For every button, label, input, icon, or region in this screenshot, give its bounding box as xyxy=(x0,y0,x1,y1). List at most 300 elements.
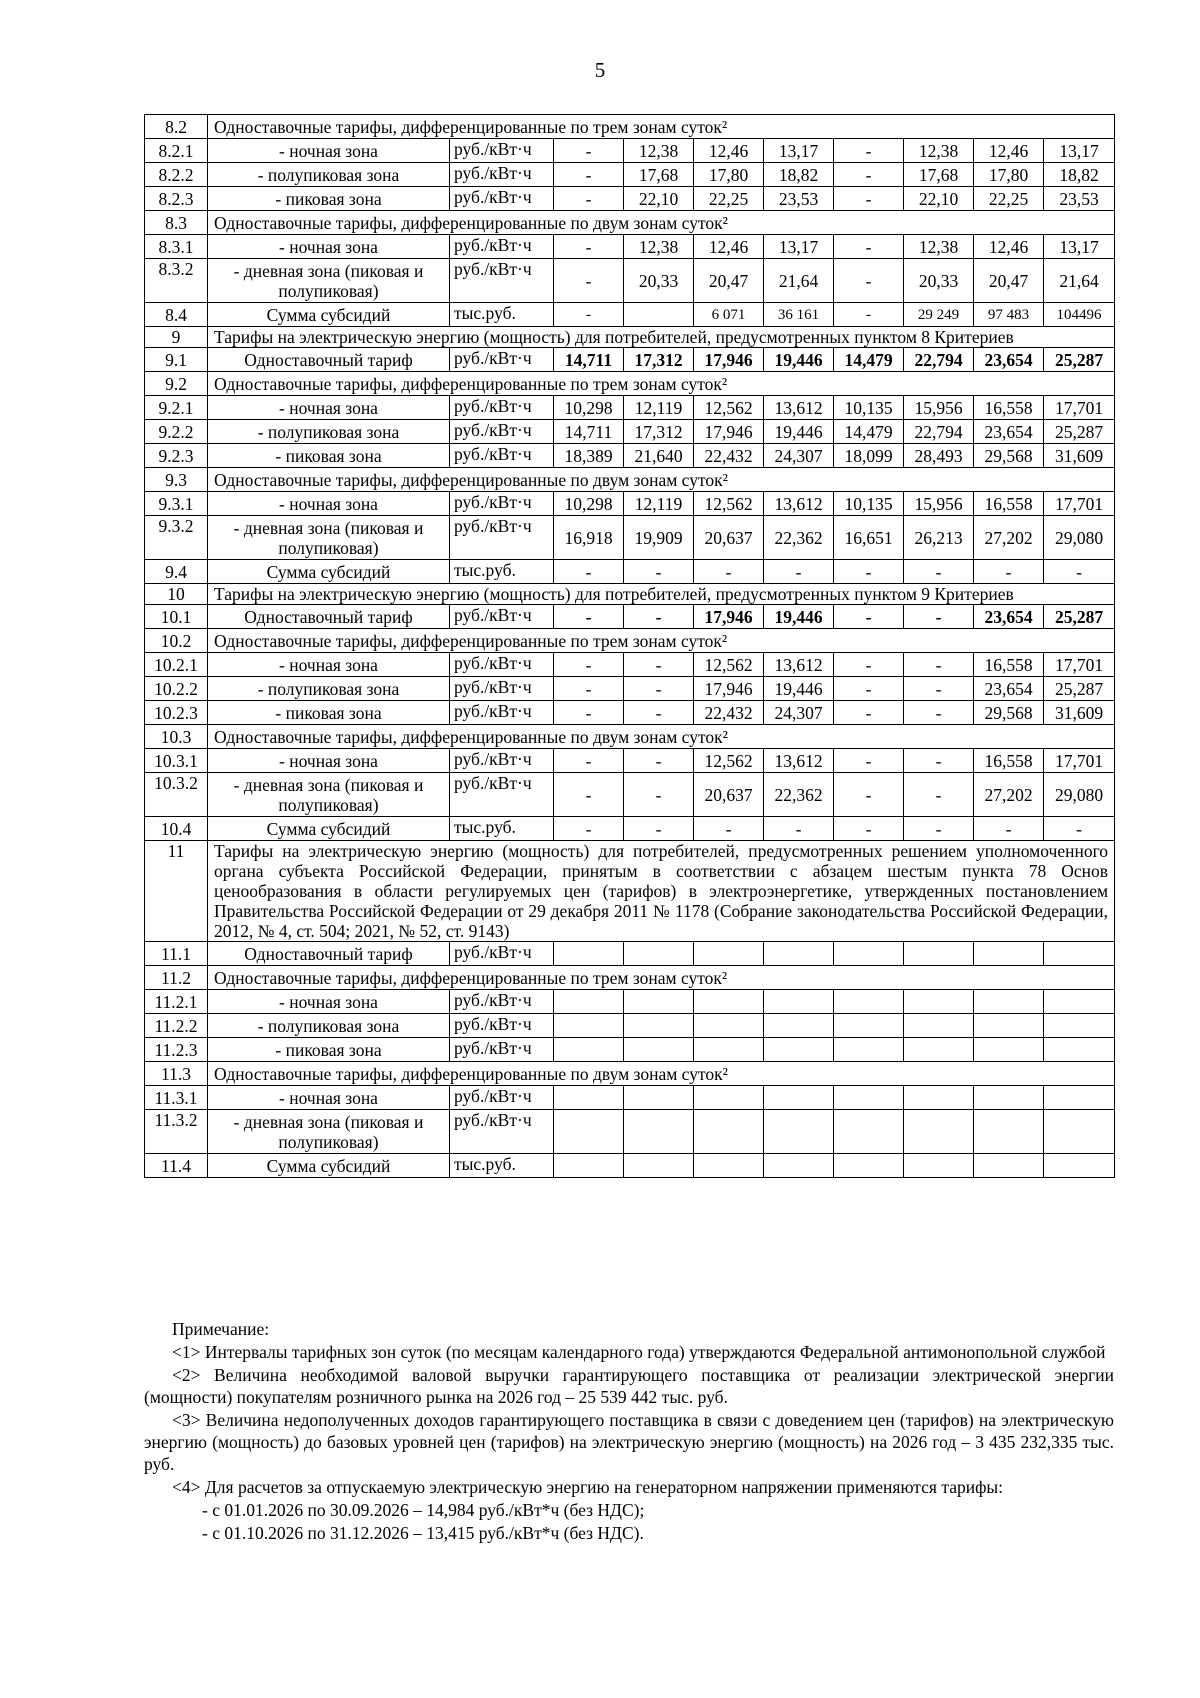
value-cell: 24,307 xyxy=(764,701,834,725)
value-cell: 22,362 xyxy=(764,773,834,817)
row-name: Сумма субсидий xyxy=(208,817,450,841)
row-unit: руб./кВт·ч xyxy=(450,1086,554,1110)
value-cell: 26,213 xyxy=(904,516,974,560)
value-cell xyxy=(624,303,694,327)
value-cell xyxy=(764,942,834,966)
table-row xyxy=(145,1086,1115,1110)
value-cell: 17,80 xyxy=(974,163,1044,187)
row-code: 9.2.2 xyxy=(145,420,208,444)
value-cell xyxy=(764,1154,834,1178)
value-cell xyxy=(1044,1038,1115,1062)
note-4-item-1: - с 01.01.2026 по 30.09.2026 – 14,984 руб./кВт*ч (без НДС); xyxy=(202,1500,645,1520)
value-cell: 12,38 xyxy=(624,235,694,259)
table-row xyxy=(145,444,1115,468)
table-row xyxy=(145,653,1115,677)
value-cell: 22,10 xyxy=(904,187,974,211)
value-cell: 16,558 xyxy=(974,492,1044,516)
value-cell: 31,609 xyxy=(1044,444,1115,468)
row-code: 9.2 xyxy=(145,372,208,396)
value-cell xyxy=(694,1154,764,1178)
section-heading: Тарифы на электрическую энергию (мощность) для потребителей, предусмотренных решением уполномоченного органа субъекта Российской Федерации, принятым в соответствии с абзацем шестым пункта 78 Основ ценообразования в области регулируемых цен (тарифов) в электроэнергетике, утвержденных постановлением Правительства Российской Федерации от 29 декабря 2011 № 1178 (Собрание законодательства Российской Федерации, 2012, № 4, ст. 504; 2021, № 52, ст. 9143) xyxy=(208,841,1115,942)
value-cell: - xyxy=(554,139,624,163)
value-cell xyxy=(904,990,974,1014)
value-cell: 27,202 xyxy=(974,773,1044,817)
value-cell: 20,33 xyxy=(904,259,974,303)
value-cell: - xyxy=(834,653,904,677)
value-cell: 22,10 xyxy=(624,187,694,211)
row-code: 11.3.2 xyxy=(145,1110,208,1154)
value-cell: 22,794 xyxy=(904,348,974,372)
row-unit: руб./кВт·ч xyxy=(450,942,554,966)
value-cell: - xyxy=(834,749,904,773)
row-code: 11.1 xyxy=(145,942,208,966)
value-cell: 10,298 xyxy=(554,396,624,420)
value-cell: 12,562 xyxy=(694,749,764,773)
row-code: 8.4 xyxy=(145,303,208,327)
row-code: 9 xyxy=(145,327,208,348)
value-cell: 12,562 xyxy=(694,396,764,420)
value-cell xyxy=(1044,1086,1115,1110)
row-name: - дневная зона (пиковая и полупиковая) xyxy=(208,516,450,560)
value-cell xyxy=(694,1038,764,1062)
row-name: - ночная зона xyxy=(208,990,450,1014)
value-cell: 23,53 xyxy=(764,187,834,211)
value-cell: - xyxy=(834,560,904,584)
row-name: - пиковая зона xyxy=(208,1038,450,1062)
value-cell: - xyxy=(904,653,974,677)
value-cell: 18,099 xyxy=(834,444,904,468)
value-cell xyxy=(554,942,624,966)
value-cell xyxy=(974,1014,1044,1038)
value-cell: - xyxy=(554,163,624,187)
value-cell: 36 161 xyxy=(764,303,834,327)
value-cell: 13,17 xyxy=(764,139,834,163)
value-cell: - xyxy=(834,677,904,701)
value-cell: 29,568 xyxy=(974,701,1044,725)
value-cell: 21,640 xyxy=(624,444,694,468)
row-code: 10.3.1 xyxy=(145,749,208,773)
value-cell: 17,701 xyxy=(1044,653,1115,677)
table-row xyxy=(145,990,1115,1014)
row-code: 8.2 xyxy=(145,115,208,139)
value-cell: - xyxy=(554,773,624,817)
row-unit: руб./кВт·ч xyxy=(450,259,554,303)
value-cell: 12,46 xyxy=(974,235,1044,259)
row-unit: руб./кВт·ч xyxy=(450,420,554,444)
row-unit: тыс.руб. xyxy=(450,560,554,584)
value-cell xyxy=(834,942,904,966)
value-cell xyxy=(554,1086,624,1110)
value-cell: 21,64 xyxy=(1044,259,1115,303)
table-row xyxy=(145,584,1115,605)
value-cell: - xyxy=(834,187,904,211)
row-name: - дневная зона (пиковая и полупиковая) xyxy=(208,773,450,817)
value-cell: 22,794 xyxy=(904,420,974,444)
value-cell: - xyxy=(1044,560,1115,584)
note-2: <2> Величина необходимой валовой выручки гарантирующего поставщика от реализации электрической энергии (мощности) покупателям розничного рынка на 2026 год – 25 539 442 тыс. руб. xyxy=(144,1365,1114,1407)
value-cell: 10,298 xyxy=(554,492,624,516)
value-cell xyxy=(904,1086,974,1110)
notes-title: Примечание: xyxy=(172,1319,270,1339)
value-cell: 14,711 xyxy=(554,348,624,372)
row-unit: руб./кВт·ч xyxy=(450,396,554,420)
row-code: 8.2.1 xyxy=(145,139,208,163)
table-row xyxy=(145,327,1115,348)
value-cell: - xyxy=(764,817,834,841)
section-heading: Одноставочные тарифы, дифференцированные по двум зонам суток² xyxy=(208,725,1115,749)
table-row xyxy=(145,605,1115,629)
row-unit: руб./кВт·ч xyxy=(450,444,554,468)
table-row xyxy=(145,701,1115,725)
value-cell: 17,312 xyxy=(624,420,694,444)
row-code: 11.2.1 xyxy=(145,990,208,1014)
value-cell: - xyxy=(624,749,694,773)
row-code: 11.3 xyxy=(145,1062,208,1086)
value-cell: - xyxy=(624,605,694,629)
row-name: - полупиковая зона xyxy=(208,420,450,444)
row-code: 8.2.3 xyxy=(145,187,208,211)
table-row xyxy=(145,468,1115,492)
value-cell: 17,946 xyxy=(694,348,764,372)
value-cell xyxy=(904,1110,974,1154)
row-unit: руб./кВт·ч xyxy=(450,749,554,773)
row-unit: руб./кВт·ч xyxy=(450,163,554,187)
value-cell xyxy=(694,1110,764,1154)
row-unit: руб./кВт·ч xyxy=(450,235,554,259)
value-cell xyxy=(554,1038,624,1062)
value-cell: - xyxy=(904,817,974,841)
value-cell: 21,64 xyxy=(764,259,834,303)
value-cell xyxy=(974,1154,1044,1178)
value-cell: 29,080 xyxy=(1044,773,1115,817)
value-cell: 13,612 xyxy=(764,396,834,420)
row-code: 9.2.3 xyxy=(145,444,208,468)
row-code: 9.2.1 xyxy=(145,396,208,420)
row-code: 10 xyxy=(145,584,208,605)
row-unit: руб./кВт·ч xyxy=(450,1014,554,1038)
value-cell: - xyxy=(904,773,974,817)
row-code: 10.2 xyxy=(145,629,208,653)
row-name: - пиковая зона xyxy=(208,187,450,211)
row-code: 11 xyxy=(145,841,208,942)
section-heading: Одноставочные тарифы, дифференцированные по двум зонам суток² xyxy=(208,211,1115,235)
value-cell xyxy=(624,1086,694,1110)
value-cell: 15,956 xyxy=(904,396,974,420)
value-cell: 17,312 xyxy=(624,348,694,372)
value-cell: - xyxy=(974,560,1044,584)
note-1: <1> Интервалы тарифных зон суток (по месяцам календарного года) утверждаются Федеральной антимонопольной службой xyxy=(172,1342,1106,1362)
value-cell: 16,918 xyxy=(554,516,624,560)
value-cell xyxy=(764,1014,834,1038)
value-cell: - xyxy=(904,701,974,725)
row-unit: руб./кВт·ч xyxy=(450,677,554,701)
value-cell xyxy=(624,1038,694,1062)
value-cell xyxy=(764,1086,834,1110)
value-cell: 12,562 xyxy=(694,492,764,516)
section-heading: Тарифы на электрическую энергию (мощность) для потребителей, предусмотренных пунктом 9 Критериев xyxy=(208,584,1115,605)
table-row xyxy=(145,725,1115,749)
value-cell: 12,119 xyxy=(624,396,694,420)
row-code: 10.4 xyxy=(145,817,208,841)
value-cell xyxy=(694,1086,764,1110)
row-unit: руб./кВт·ч xyxy=(450,348,554,372)
row-name: - ночная зона xyxy=(208,396,450,420)
value-cell: 29,568 xyxy=(974,444,1044,468)
row-name: - ночная зона xyxy=(208,235,450,259)
table-row xyxy=(145,1014,1115,1038)
value-cell: - xyxy=(624,817,694,841)
value-cell: - xyxy=(834,139,904,163)
value-cell: 25,287 xyxy=(1044,605,1115,629)
row-code: 11.2.2 xyxy=(145,1014,208,1038)
value-cell: - xyxy=(904,749,974,773)
value-cell: 13,612 xyxy=(764,749,834,773)
value-cell: 17,946 xyxy=(694,420,764,444)
value-cell: 16,558 xyxy=(974,396,1044,420)
value-cell: 27,202 xyxy=(974,516,1044,560)
value-cell: 17,701 xyxy=(1044,396,1115,420)
value-cell: 17,946 xyxy=(694,605,764,629)
value-cell: 18,82 xyxy=(1044,163,1115,187)
row-unit: руб./кВт·ч xyxy=(450,516,554,560)
section-heading: Одноставочные тарифы, дифференцированные по двум зонам суток² xyxy=(208,1062,1115,1086)
value-cell: - xyxy=(694,560,764,584)
row-name: - ночная зона xyxy=(208,749,450,773)
value-cell: - xyxy=(554,303,624,327)
value-cell: 10,135 xyxy=(834,396,904,420)
value-cell: - xyxy=(834,701,904,725)
page-number: 5 xyxy=(594,58,606,82)
value-cell: - xyxy=(554,560,624,584)
value-cell: 12,46 xyxy=(694,139,764,163)
table-row xyxy=(145,1110,1115,1154)
value-cell xyxy=(694,1014,764,1038)
row-unit: руб./кВт·ч xyxy=(450,1110,554,1154)
value-cell: - xyxy=(554,605,624,629)
notes-section xyxy=(144,1318,1114,1545)
row-name: - ночная зона xyxy=(208,1086,450,1110)
table-row xyxy=(145,773,1115,817)
table-row xyxy=(145,235,1115,259)
value-cell xyxy=(834,1014,904,1038)
value-cell xyxy=(624,1110,694,1154)
value-cell: 97 483 xyxy=(974,303,1044,327)
table-row xyxy=(145,966,1115,990)
value-cell: 12,119 xyxy=(624,492,694,516)
value-cell: 23,53 xyxy=(1044,187,1115,211)
tariff-table xyxy=(144,114,1115,1178)
value-cell: - xyxy=(974,817,1044,841)
row-name: - полупиковая зона xyxy=(208,677,450,701)
value-cell: - xyxy=(554,677,624,701)
value-cell xyxy=(624,1014,694,1038)
value-cell: - xyxy=(624,653,694,677)
value-cell: - xyxy=(834,303,904,327)
value-cell: 14,479 xyxy=(834,420,904,444)
value-cell xyxy=(1044,1014,1115,1038)
value-cell: 24,307 xyxy=(764,444,834,468)
value-cell: 31,609 xyxy=(1044,701,1115,725)
value-cell: 17,701 xyxy=(1044,492,1115,516)
row-code: 9.3.1 xyxy=(145,492,208,516)
value-cell: - xyxy=(834,259,904,303)
value-cell xyxy=(554,1154,624,1178)
row-unit: руб./кВт·ч xyxy=(450,139,554,163)
value-cell: 23,654 xyxy=(974,420,1044,444)
value-cell: 25,287 xyxy=(1044,348,1115,372)
value-cell: 14,479 xyxy=(834,348,904,372)
value-cell xyxy=(1044,1110,1115,1154)
value-cell: 12,38 xyxy=(624,139,694,163)
value-cell: - xyxy=(554,817,624,841)
value-cell xyxy=(834,1110,904,1154)
value-cell: 19,446 xyxy=(764,420,834,444)
value-cell: - xyxy=(834,605,904,629)
row-name: - ночная зона xyxy=(208,653,450,677)
table-row xyxy=(145,1062,1115,1086)
value-cell: - xyxy=(694,817,764,841)
row-unit: руб./кВт·ч xyxy=(450,492,554,516)
table-row xyxy=(145,1154,1115,1178)
value-cell: 15,956 xyxy=(904,492,974,516)
row-name: - ночная зона xyxy=(208,492,450,516)
value-cell: - xyxy=(624,701,694,725)
value-cell: - xyxy=(834,817,904,841)
value-cell: 19,909 xyxy=(624,516,694,560)
value-cell xyxy=(834,1086,904,1110)
row-code: 11.2.3 xyxy=(145,1038,208,1062)
value-cell: 18,389 xyxy=(554,444,624,468)
row-code: 10.3 xyxy=(145,725,208,749)
value-cell: - xyxy=(904,605,974,629)
value-cell: - xyxy=(834,773,904,817)
value-cell xyxy=(834,990,904,1014)
row-unit: руб./кВт·ч xyxy=(450,653,554,677)
value-cell: 20,47 xyxy=(694,259,764,303)
value-cell xyxy=(904,1014,974,1038)
value-cell xyxy=(554,1014,624,1038)
row-code: 9.1 xyxy=(145,348,208,372)
table-row xyxy=(145,420,1115,444)
value-cell xyxy=(974,1038,1044,1062)
table-row xyxy=(145,187,1115,211)
value-cell: 13,612 xyxy=(764,653,834,677)
row-code: 11.3.1 xyxy=(145,1086,208,1110)
note-4-item-2: - с 01.10.2026 по 31.12.2026 – 13,415 руб./кВт*ч (без НДС). xyxy=(202,1523,644,1543)
value-cell: - xyxy=(554,187,624,211)
value-cell: 29,080 xyxy=(1044,516,1115,560)
table-row xyxy=(145,396,1115,420)
value-cell xyxy=(1044,942,1115,966)
value-cell xyxy=(1044,1154,1115,1178)
table-row xyxy=(145,139,1115,163)
row-code: 10.2.1 xyxy=(145,653,208,677)
value-cell xyxy=(904,1038,974,1062)
value-cell: 22,432 xyxy=(694,444,764,468)
value-cell: 25,287 xyxy=(1044,420,1115,444)
value-cell: 20,33 xyxy=(624,259,694,303)
row-name: Одноставочный тариф xyxy=(208,348,450,372)
value-cell: 17,946 xyxy=(694,677,764,701)
value-cell: 14,711 xyxy=(554,420,624,444)
value-cell: 23,654 xyxy=(974,677,1044,701)
value-cell: 17,68 xyxy=(904,163,974,187)
row-code: 11.4 xyxy=(145,1154,208,1178)
table-row xyxy=(145,492,1115,516)
row-name: - полупиковая зона xyxy=(208,163,450,187)
value-cell: - xyxy=(764,560,834,584)
value-cell: 25,287 xyxy=(1044,677,1115,701)
row-code: 11.2 xyxy=(145,966,208,990)
value-cell: 22,362 xyxy=(764,516,834,560)
row-unit: руб./кВт·ч xyxy=(450,773,554,817)
value-cell: 17,701 xyxy=(1044,749,1115,773)
value-cell: 10,135 xyxy=(834,492,904,516)
row-name: - пиковая зона xyxy=(208,444,450,468)
value-cell xyxy=(764,990,834,1014)
table-row xyxy=(145,259,1115,303)
section-heading: Тарифы на электрическую энергию (мощность) для потребителей, предусмотренных пунктом 8 Критериев xyxy=(208,327,1115,348)
row-name: - пиковая зона xyxy=(208,701,450,725)
value-cell xyxy=(624,990,694,1014)
table-row xyxy=(145,1038,1115,1062)
value-cell: - xyxy=(554,259,624,303)
row-unit: руб./кВт·ч xyxy=(450,990,554,1014)
row-name: Сумма субсидий xyxy=(208,303,450,327)
row-name: Сумма субсидий xyxy=(208,1154,450,1178)
value-cell xyxy=(624,942,694,966)
row-code: 8.2.2 xyxy=(145,163,208,187)
table-row xyxy=(145,303,1115,327)
table-row xyxy=(145,677,1115,701)
row-unit: тыс.руб. xyxy=(450,817,554,841)
value-cell: 20,637 xyxy=(694,773,764,817)
value-cell: 20,47 xyxy=(974,259,1044,303)
value-cell: 28,493 xyxy=(904,444,974,468)
value-cell: 16,651 xyxy=(834,516,904,560)
table-row xyxy=(145,749,1115,773)
table-row xyxy=(145,817,1115,841)
value-cell: 12,38 xyxy=(904,235,974,259)
value-cell xyxy=(834,1154,904,1178)
value-cell xyxy=(694,942,764,966)
value-cell: - xyxy=(554,653,624,677)
value-cell: 23,654 xyxy=(974,605,1044,629)
row-code: 10.3.2 xyxy=(145,773,208,817)
value-cell xyxy=(764,1110,834,1154)
value-cell: 19,446 xyxy=(764,605,834,629)
value-cell xyxy=(1044,990,1115,1014)
value-cell: 18,82 xyxy=(764,163,834,187)
value-cell: 6 071 xyxy=(694,303,764,327)
value-cell: 12,46 xyxy=(974,139,1044,163)
section-heading: Одноставочные тарифы, дифференцированные по трем зонам суток² xyxy=(208,629,1115,653)
row-name: - дневная зона (пиковая и полупиковая) xyxy=(208,259,450,303)
value-cell xyxy=(974,1086,1044,1110)
table-row xyxy=(145,560,1115,584)
value-cell: 17,80 xyxy=(694,163,764,187)
row-code: 10.2.3 xyxy=(145,701,208,725)
value-cell: 19,446 xyxy=(764,677,834,701)
value-cell: - xyxy=(624,677,694,701)
row-name: Одноставочный тариф xyxy=(208,605,450,629)
value-cell xyxy=(904,942,974,966)
row-unit: тыс.руб. xyxy=(450,303,554,327)
section-heading: Одноставочные тарифы, дифференцированные по трем зонам суток² xyxy=(208,372,1115,396)
note-4: <4> Для расчетов за отпускаемую электрическую энергию на генераторном напряжении применяются тарифы: xyxy=(172,1477,1004,1497)
row-code: 8.3.1 xyxy=(145,235,208,259)
value-cell xyxy=(764,1038,834,1062)
